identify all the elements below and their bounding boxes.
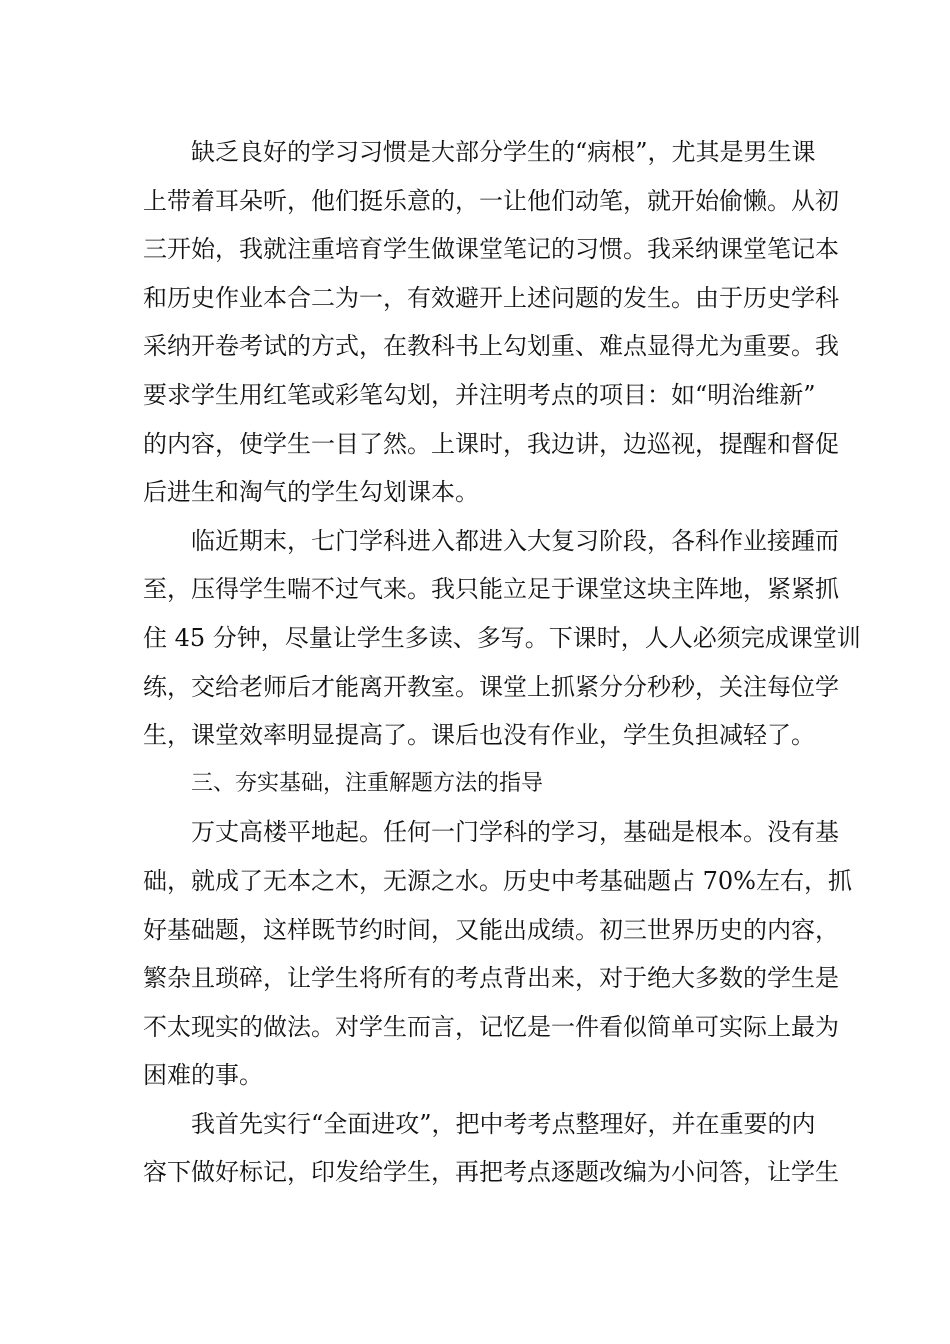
text-line: 我首先实行“全面进攻”，把中考考点整理好，并在重要的内: [191, 1109, 816, 1138]
text-line: 临近期末，七门学科进入都进入大复习阶段，各科作业接踵而: [191, 526, 839, 555]
text-line: 住 45 分钟，尽量让学生多读、多写。下课时，人人必须完成课堂训: [143, 623, 861, 652]
text-line: 要求学生用红笔或彩笔勾划，并注明考点的项目：如“明治维新”: [143, 380, 816, 409]
text-line: 缺乏良好的学习习惯是大部分学生的“病根”，尤其是男生课: [191, 138, 816, 166]
text-line: 后进生和淘气的学生勾划课本。: [143, 478, 479, 507]
text-line: 础，就成了无本之木，无源之水。历史中考基础题占 70%左右，抓: [143, 866, 852, 895]
text-line: 三开始，我就注重培育学生做课堂笔记的习惯。我采纳课堂笔记本: [143, 235, 839, 264]
text-line: 生，课堂效率明显提高了。课后也没有作业，学生负担减轻了。: [143, 721, 815, 750]
text-line: 困难的事。: [143, 1061, 263, 1090]
section-heading-text: 三、夯实基础，注重解题方法的指导: [191, 770, 544, 796]
text-line: 万丈高楼平地起。任何一门学科的学习，基础是根本。没有基: [191, 818, 839, 847]
paragraph: [143, 517, 861, 760]
paragraph: [143, 128, 839, 517]
paragraph: [143, 808, 852, 1100]
text-line: 和历史作业本合二为一，有效避开上述问题的发生。由于历史学科: [143, 283, 839, 312]
text-line: 不太现实的做法。对学生而言，记忆是一件看似简单可实际上最为: [143, 1012, 839, 1041]
text-line: 容下做好标记，印发给学生，再把考点逐题改编为小问答，让学生: [143, 1158, 839, 1187]
text-line: 的内容，使学生一目了然。上课时，我边讲，边巡视，提醒和督促: [143, 429, 839, 458]
text-line: 上带着耳朵听，他们挺乐意的，一让他们动笔，就开始偷懒。从初: [143, 186, 839, 215]
document-body: [143, 128, 861, 1197]
text-line: 练，交给老师后才能离开教室。课堂上抓紧分分秒秒，关注每位学: [143, 672, 839, 701]
text-line: 繁杂且琐碎，让学生将所有的考点背出来，对于绝大多数的学生是: [143, 964, 839, 993]
text-line: 采纳开卷考试的方式，在教科书上勾划重、难点显得尤为重要。我: [143, 332, 839, 361]
text-line: 好基础题，这样既节约时间，又能出成绩。初三世界历史的内容，: [143, 915, 839, 944]
paragraph: [143, 1100, 839, 1197]
section-heading: [143, 760, 823, 809]
text-line: 至，压得学生喘不过气来。我只能立足于课堂这块主阵地，紧紧抓: [143, 575, 839, 604]
